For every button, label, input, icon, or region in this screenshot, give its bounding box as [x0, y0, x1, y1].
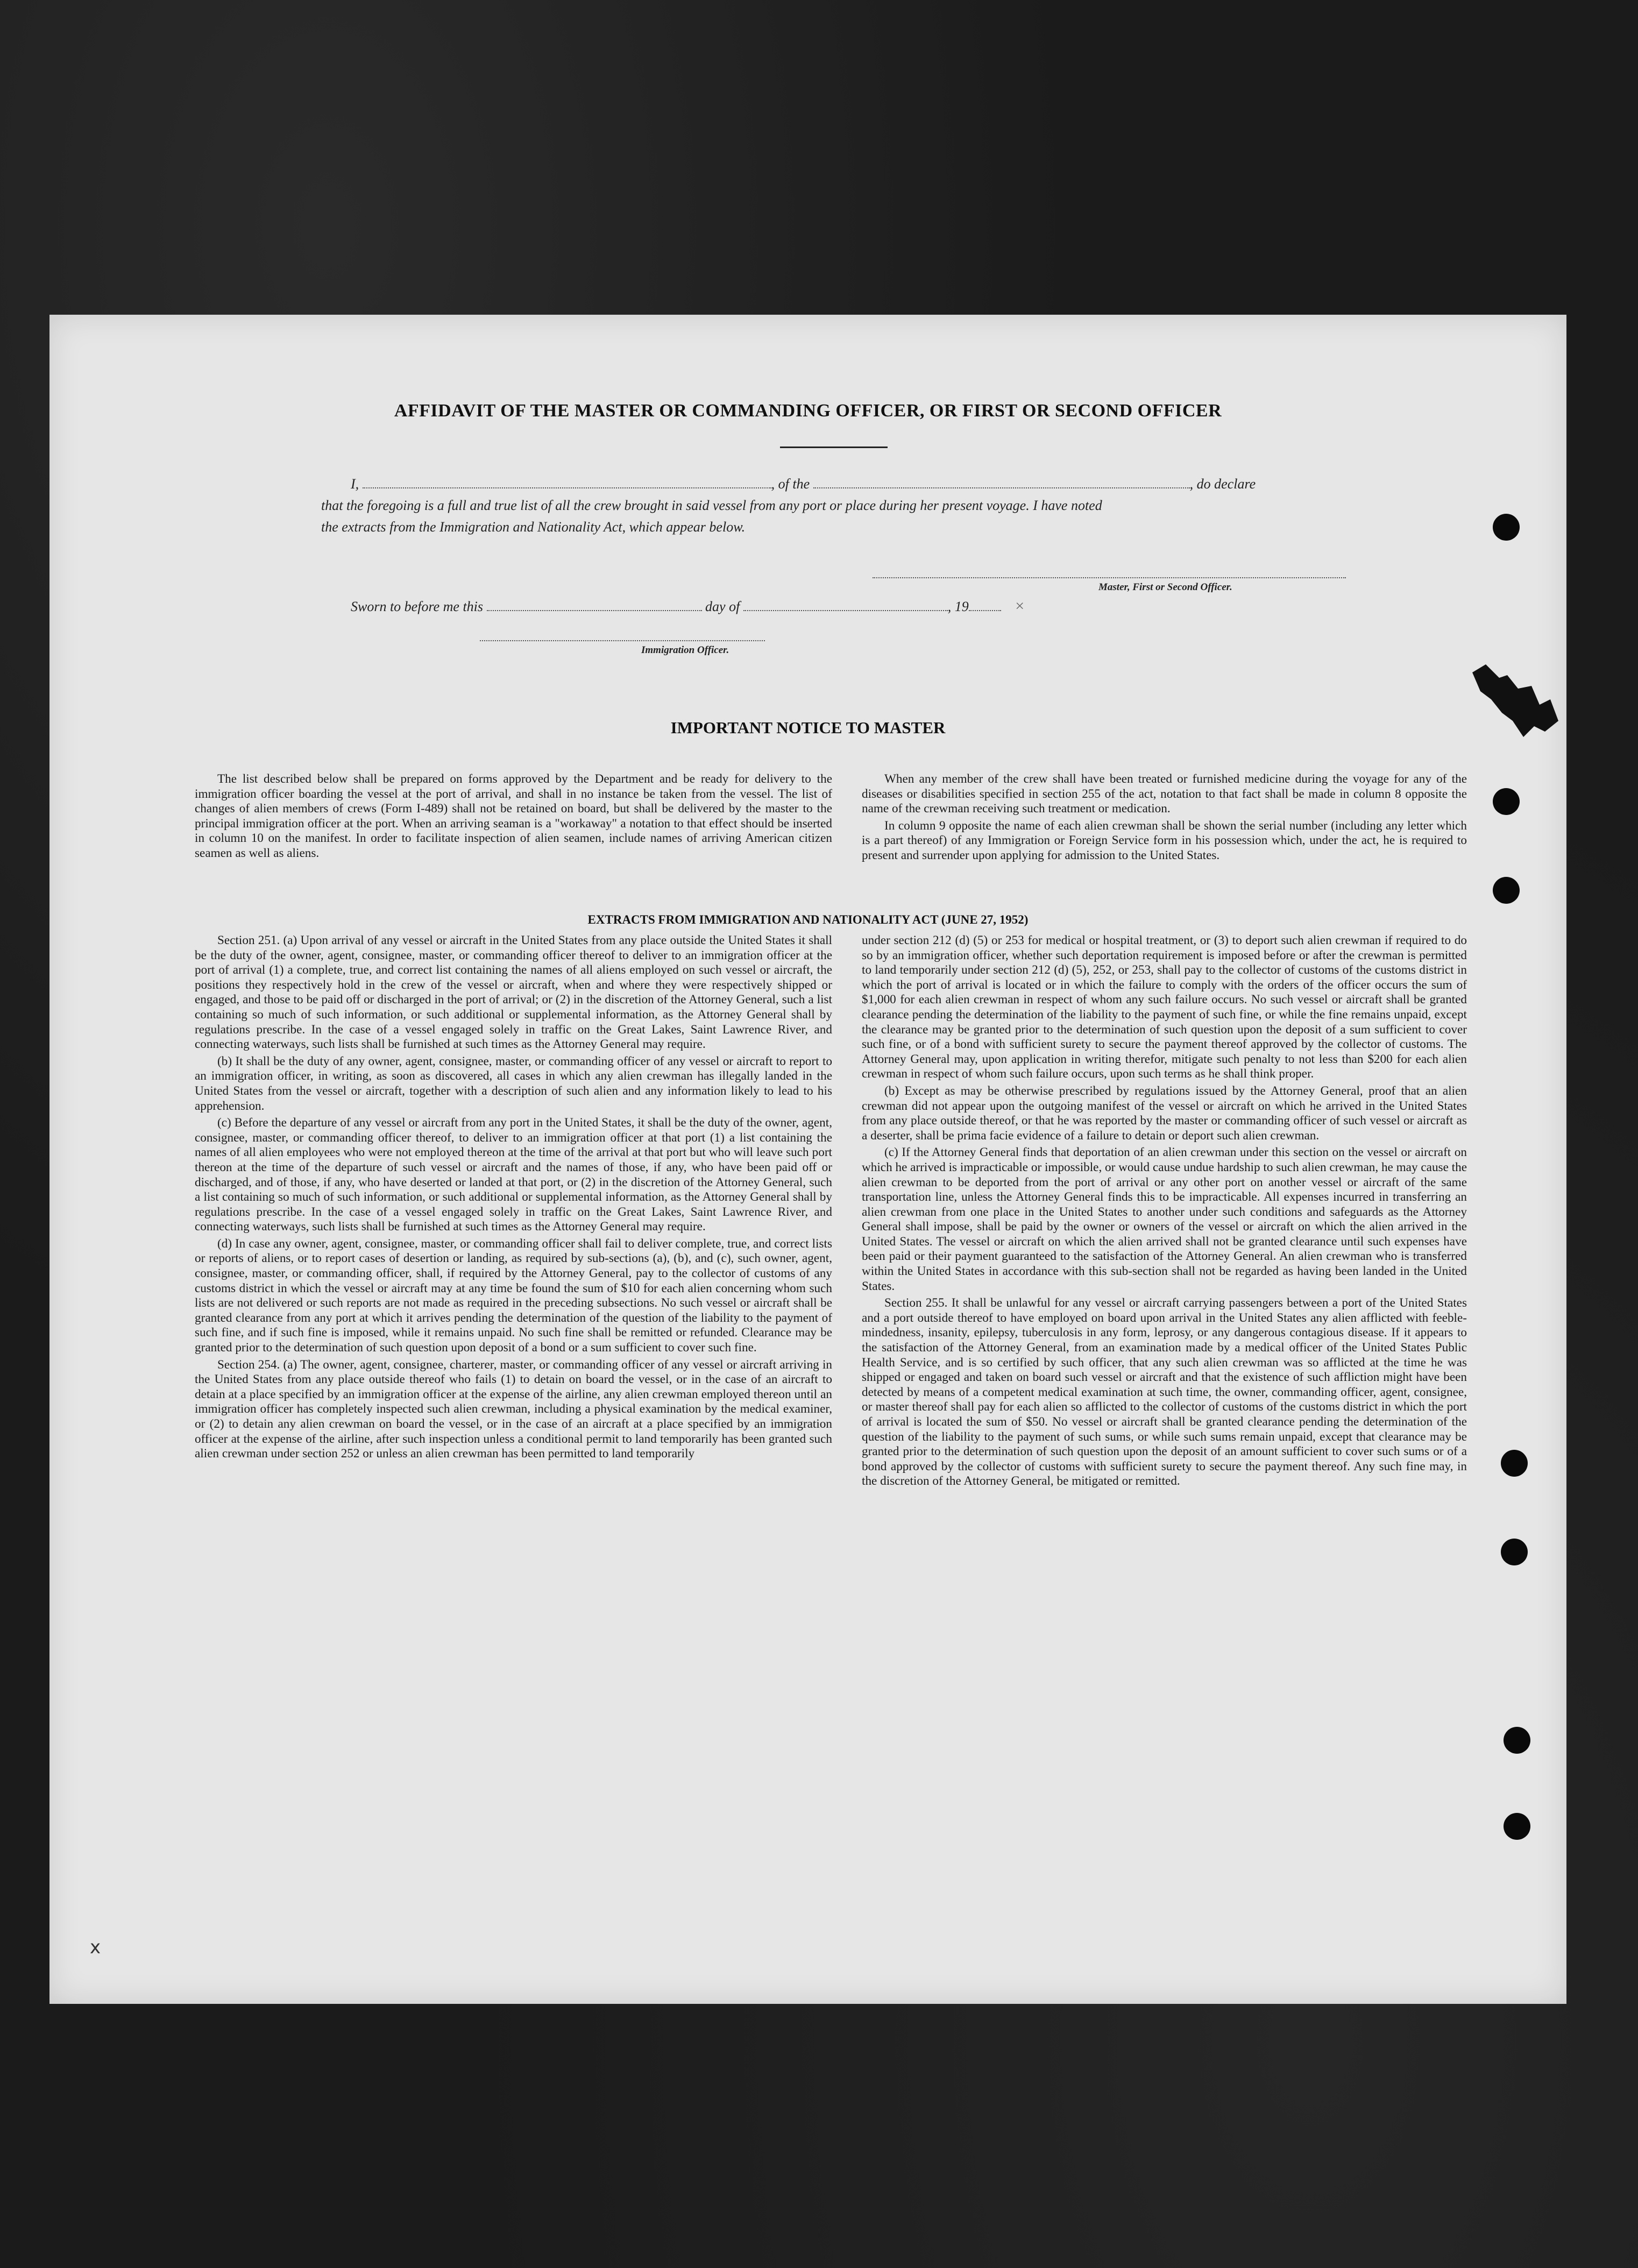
- punch-hole-7: [1504, 1813, 1530, 1840]
- sworn-day-of: day of: [705, 599, 740, 614]
- title-rule: [780, 446, 888, 448]
- punch-hole-3: [1493, 877, 1520, 904]
- section-254a-cont: under section 212 (d) (5) or 253 for medical or hospital treatment, or (3) to deport such alien crewman if required to do so by an immigration officer, whether such deportation requirement is imposed before or after the crewman is permitted to land temporarily under section 212 (d) (5), 252, or 253, shall pay to the collector of customs of the customs district in which the port of arrival is located or in which the failure to comply with the orders of the officer occurs the sum of $1,000 for each alien crewman in respect of whom any such failure occurs. No such vessel or aircraft shall be granted clearance pending the determination of the liability to the payment of such fine, or while the fine remains unpaid, except the clearance may be granted prior to the determination of such question upon the deposit of a sum sufficient to cover such fine, or of a bond with sufficient surety to secure the payment thereof approved by the collector of customs. The Attorney General may, upon application in writing therefor, mitigate such penalty to not less than $200 for each alien crewman in respect of whom such failure occurs, upon such terms as he shall think proper.: [862, 933, 1467, 1081]
- notice-title: IMPORTANT NOTICE TO MASTER: [670, 718, 946, 737]
- punch-hole-1: [1493, 514, 1520, 541]
- extracts-right-column: [862, 933, 1467, 1491]
- sworn-day-blank: [487, 599, 702, 611]
- section-255: Section 255. It shall be unlawful for any vessel or aircraft carrying passengers between a port of the United States and a port outside thereof to have employed on board upon arrival in the United States any alien afflicted with feeble-mindedness, insanity, epilepsy, tuberculosis in any form, leprosy, or any dangerous contagious disease. If it appears to the satisfaction of the Attorney General, from an examination made by a medical officer of the United States Public Health Service, and is so certified by such officer, that any such alien crewman was so afflicted at the time he was shipped or engaged and taken on board such vessel or aircraft and that the existence of such affliction might have been detected by means of a competent medical examination at such time, the owner, commanding officer, agent, consignee, or master thereof shall pay for each alien so afflicted to the collector of customs of the customs district in which the port of arrival is located the sum of $50. No vessel or aircraft shall be granted clearance pending the determination of the question of the liability to the payment of such sums, or while such sums remain unpaid, except that clearance may be granted prior to the determination of such question upon the deposit of an amount sufficient to cover such sums or of a bond approved by the collector of customs with sufficient surety to secure the payment thereof. Any such fine may, in the discretion of the Attorney General, be mitigated or remitted.: [862, 1296, 1467, 1489]
- section-254b: (b) Except as may be otherwise prescribed by regulations issued by the Attorney General, proof that an alien crewman did not appear upon the outgoing manifest of the vessel or aircraft on which he arrived in the United States from any place outside thereof, or that he was reported by the master or commanding officer of such vessel or aircraft as a deserter, shall be prima facie evidence of a failure to detain or deport such alien crewman.: [862, 1083, 1467, 1143]
- immigration-officer-signature-line: [480, 640, 765, 641]
- extracts-title: EXTRACTS FROM IMMIGRATION AND NATIONALITY ACT (JUNE 27, 1952): [587, 913, 1029, 926]
- master-caption: Master, First or Second Officer.: [1098, 582, 1232, 593]
- notice-left-paragraph: [195, 772, 832, 863]
- sworn-month-blank: [743, 599, 948, 611]
- notice-left-text: The list described below shall be prepared on forms approved by the Department and be ready for delivery to the immigration officer boarding the vessel at the port of arrival, and shall in no instance be taken from the vessel. The list of changes of alien members of crews (Form I-489) shall not be retained on board, but shall be delivered by the master to the principal immigration officer at the port. When an arriving seaman is a "workaway" a notation to that effect should be inserted in column 10 on the manifest. In order to facilitate inspection of alien seamen, include names of arriving American citizen seamen as well as aliens.: [195, 772, 832, 860]
- declaration-of-the: , of the: [771, 476, 810, 492]
- punch-hole-2: [1493, 788, 1520, 815]
- declaration-line-1: [351, 476, 1256, 492]
- sworn-line: [351, 597, 1024, 615]
- affidavit-title: AFFIDAVIT OF THE MASTER OR COMMANDING OFFICER, OR FIRST OR SECOND OFFICER: [394, 401, 1222, 421]
- sworn-year-prefix: , 19: [947, 599, 969, 614]
- name-blank: [363, 477, 771, 488]
- master-signature-line: [873, 577, 1346, 578]
- punch-hole-4: [1501, 1450, 1528, 1477]
- handwritten-x: ×: [1015, 597, 1025, 615]
- notice-right-text-2: In column 9 opposite the name of each alien crewman shall be shown the serial number (including any letter which is a part thereof) of any Immigration or Foreign Service form in his possession which, under the act, he is required to present and surrender upon applying for admission to the United States.: [862, 818, 1467, 862]
- sworn-text: Sworn to before me this: [351, 599, 484, 614]
- punch-hole-6: [1504, 1727, 1530, 1754]
- declaration-line-3: the extracts from the Immigration and Nationality Act, which appear below.: [321, 519, 746, 535]
- section-251a: Section 251. (a) Upon arrival of any vessel or aircraft in the United States from any place outside the United States it shall be the duty of the owner, agent, consignee, master, or commanding officer thereof to deliver to an immigration officer at the port of arrival (1) a complete, true, and correct list containing the names of all aliens employed on such vessel or aircraft, the positions they respectively hold in the crew of the vessel or aircraft, when and where they were respectively shipped or engaged, and those to be paid off or discharged in the port of arrival; or (2) in the discretion of the Attorney General, such a list containing so much of such information, or such additional or supplemental information, as the Attorney General shall by regulations prescribe. In the case of a vessel engaged solely in traffic on the Great Lakes, Saint Lawrence River, and connecting waterways, such lists shall be furnished at such times as the Attorney General may require.: [195, 933, 832, 1052]
- immigration-officer-caption: Immigration Officer.: [641, 644, 729, 656]
- declaration-do-declare: , do declare: [1189, 476, 1256, 492]
- sworn-year-blank: [969, 599, 1001, 611]
- corner-mark: x: [90, 1937, 101, 1958]
- section-254a: Section 254. (a) The owner, agent, consignee, charterer, master, or commanding officer of any vessel or aircraft arriving in the United States from any place outside thereof who fails (1) to detain on board the vessel, or in the case of an aircraft to detain at a place specified by an immigration officer at the expense of the airline, any alien crewman employed thereon until an immigration officer has completely inspected such alien crewman, including a physical examination by the medical examiner, or (2) to detain any alien crewman on board the vessel, or in the case of an aircraft at a place specified by an immigration officer at the expense of the airline, after such inspection unless a conditional permit to land temporarily has been granted such alien crewman under section 252 or unless an alien crewman has been permitted to land temporarily: [195, 1357, 832, 1461]
- section-251d: (d) In case any owner, agent, consignee, master, or commanding officer shall fail to deliver complete, true, and correct lists or reports of aliens, or to report cases of desertion or landing, as required by sub-sections (a), (b), and (c), such owner, agent, consignee, master, or commanding officer, shall, if required by the Attorney General, pay to the collector of customs of any customs district in which the vessel or aircraft may at any time be found the sum of $10 for each alien concerning whom such lists are not delivered or such reports are not made as required in the preceding subsections. No such vessel or aircraft shall be granted clearance from any port at which it arrives pending the determination of the question of the liability to the payment of such fine, and if such fine is imposed, while it remains unpaid. No such fine shall be remitted or refunded. Clearance may be granted prior to the determination of such question upon deposit of a bond or a sum sufficient to cover such fine.: [195, 1236, 832, 1355]
- section-254c: (c) If the Attorney General finds that deportation of an alien crewman under this section on the vessel or aircraft on which he arrived is impracticable or impossible, or would cause undue hardship to such alien crewman, he may cause the alien crewman to be deported from the port of arrival or any other port on another vessel or aircraft of the same transportation line, unless the Attorney General finds this to be impracticable. All expenses incurred in transferring an alien crewman from one place in the United States to another under such conditions and safeguards as the Attorney General shall impose, shall be paid by the owner or owners of the vessel or aircraft on which the alien arrived in the United States. The vessel or aircraft on which the alien arrived shall not be granted clearance until such expenses have been paid or their payment guaranteed to the satisfaction of the Attorney General. An alien crewman who is transferred within the United States in accordance with this sub-section shall not be regarded as having been landed in the United States.: [862, 1145, 1467, 1293]
- punch-hole-5: [1501, 1539, 1528, 1565]
- section-251c: (c) Before the departure of any vessel or aircraft from any port in the United States, it shall be the duty of the owner, agent, consignee, master, or commanding officer thereof, to deliver to an immigration officer at that port (1) a list containing the names of all alien employees who were not employed thereon at the time of the arrival at that port but who will leave such port thereon at the time of the departure of such vessel or aircraft and the names of those, if any, who have been paid off or discharged, and of those, if any, who have deserted or landed at that port, or (2) in the discretion of the Attorney General, such a list containing so much of such information, or such additional or supplemental information, as the Attorney General shall by regulations prescribe. In the case of a vessel engaged solely in traffic on the Great Lakes, Saint Lawrence River, and connecting waterways, such lists shall be furnished at such times as the Attorney General may require.: [195, 1116, 832, 1234]
- section-251b: (b) It shall be the duty of any owner, agent, consignee, master, or commanding officer of any vessel or aircraft to report to an immigration officer, in writing, as soon as discovered, all cases in which any alien crewman has illegally landed in the United States from the vessel or aircraft, together with a description of such alien and any information likely to lead to his apprehension.: [195, 1054, 832, 1113]
- vessel-blank: [813, 477, 1190, 488]
- declaration-line-2: that the foregoing is a full and true list of all the crew brought in said vessel from any port or place during her present voyage. I have noted: [321, 498, 1102, 513]
- declaration-i: I,: [351, 476, 359, 492]
- extracts-left-column: [195, 933, 832, 1464]
- notice-right-text-1: When any member of the crew shall have been treated or furnished medicine during the voyage for any of the diseases or disabilities specified in section 255 of the act, notation to that fact shall be made in column 8 opposite the name of the crewman receiving such treatment or medication.: [862, 772, 1467, 816]
- notice-right-paragraphs: [862, 772, 1467, 866]
- document-page: [49, 315, 1566, 2004]
